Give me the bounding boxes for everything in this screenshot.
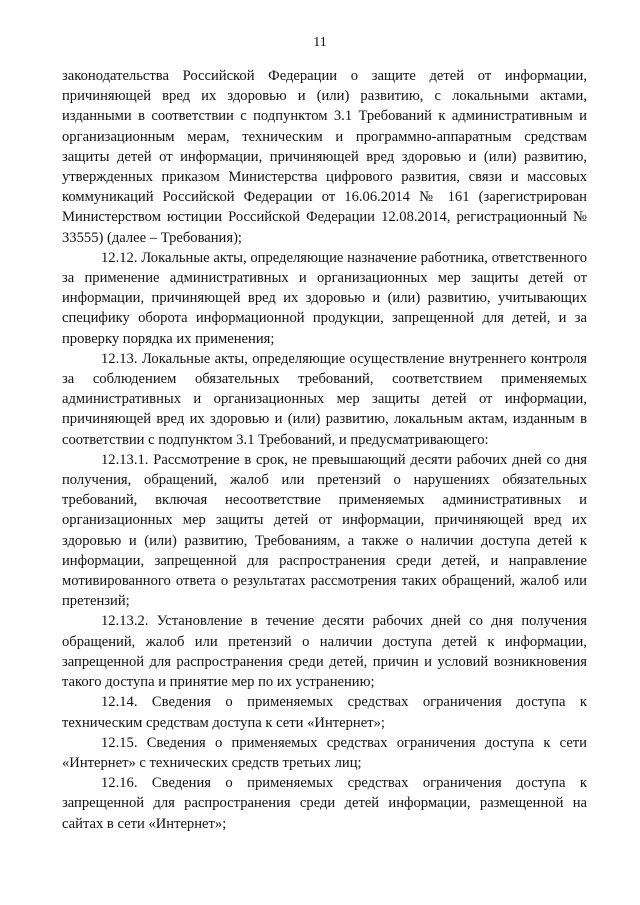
paragraph-12-13-1: 12.13.1. Рассмотрение в срок, не превышающий десяти рабочих дней со дня получения, обращений, жалоб или претензий о нарушениях обязательных требований, включая несоответствие применяемых административных и организационных мер защиты детей от информации, причиняющей вред их здоровью и (или) развитию, Требованиям, а также о наличии доступа детей к информации, запрещенной для распространения среди детей, и направление мотивированного ответа о результатах рассмотрения таких обращений, жалоб или претензий; (62, 451, 587, 610)
paragraph-12-12: 12.12. Локальные акты, определяющие назначение работника, ответственного за применение административных и организационных мер защиты детей от информации, причиняющей вред их здоровью и (или) развитию, учитывающих специфику оборота информационной продукции, запрещенной для детей, и за проверку порядка их применения; (62, 249, 587, 347)
paragraph-12-13: 12.13. Локальные акты, определяющие осуществление внутреннего контроля за соблюдением обязательных требований, соответствием применяемых административных и организационных мер защиты детей от информации, причиняющей вред их здоровью и (или) развитию, локальным актам, изданным в соответствии с подпунктом 3.1 Требований, и предусматривающего: (62, 350, 587, 448)
paragraph-12-14: 12.14. Сведения о применяемых средствах ограничения доступа к техническим средствам доступа к сети «Интернет»; (62, 694, 587, 731)
page-number: 11 (313, 35, 327, 50)
paragraph-12-13-2: 12.13.2. Установление в течение десяти рабочих дней со дня получения обращений, жалоб или претензий о наличии доступа детей к информации, запрещенной для распространения среди детей, причин и условий возникновения такого доступа и принятие мер по их устранению; (62, 613, 587, 691)
paragraph-12-16: 12.16. Сведения о применяемых средствах ограничения доступа к запрещенной для распространения среди детей информации, размещенной на сайтах в сети «Интернет»; (62, 775, 587, 832)
paragraph-continuation: законодательства Российской Федерации о защите детей от информации, причиняющей вред их здоровью и (или) развитию, с локальными актами, изданными в соответствии с подпунктом 3.1 Требований к административным и организационным мерам, техническим и программно-аппаратным средствам защиты детей от информации, причиняющей вред здоровью и (или) развитию, утвержденных приказом Министерства цифрового развития, связи и массовых коммуникаций Российской Федерации от 16.06.2014 № 161 (зарегистрирован Министерством юстиции Российской Федерации 12.08.2014, регистрационный № 33555) (далее – Требования); (62, 68, 587, 246)
document-body (62, 66, 587, 834)
paragraph-12-15: 12.15. Сведения о применяемых средствах ограничения доступа к сети «Интернет» с технических средств третьих лиц; (62, 734, 587, 771)
